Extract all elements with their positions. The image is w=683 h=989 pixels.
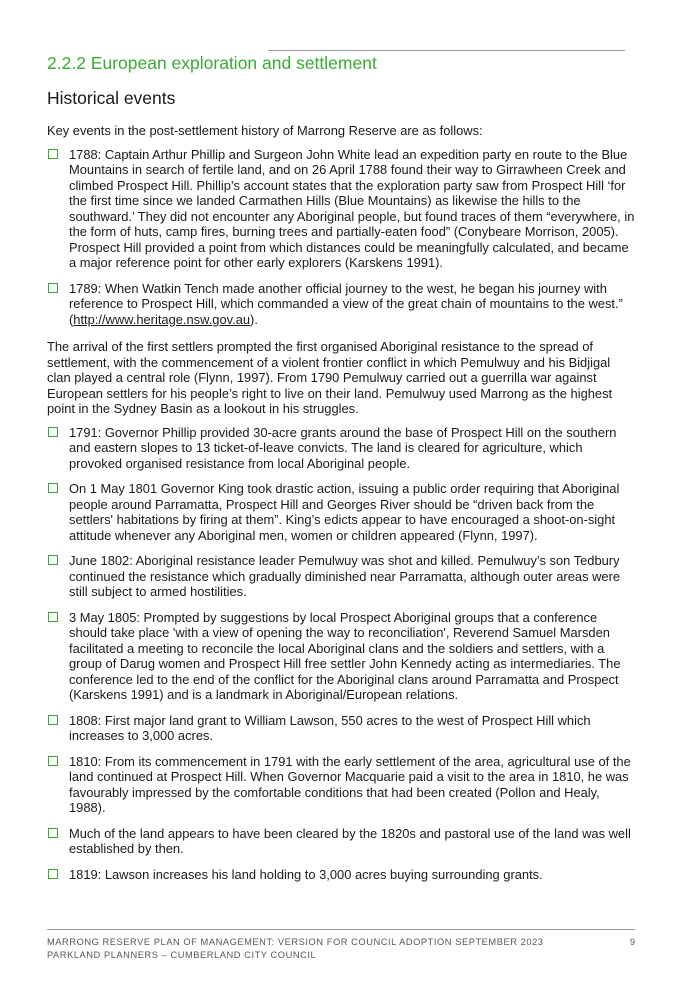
list-item-text: 1819: Lawson increases his land holding to 3,000 acres buying surrounding grants.: [69, 866, 543, 882]
heritage-link[interactable]: http://www.heritage.nsw.gov.au: [73, 311, 251, 327]
sub-heading: Historical events: [47, 88, 176, 108]
page-number: 9: [629, 937, 635, 947]
list-item: [47, 553, 635, 600]
list-item-suffix: ).: [250, 311, 258, 327]
page-footer: [47, 936, 635, 962]
footer-authors: PARKLAND PLANNERS – CUMBERLAND CITY COUNCIL: [47, 950, 317, 960]
square-bullet-icon: [48, 715, 58, 725]
list-item: [47, 867, 635, 883]
square-bullet-icon: [48, 149, 58, 159]
square-bullet-icon: [48, 427, 58, 437]
list-item: [47, 713, 635, 744]
square-bullet-icon: [48, 612, 58, 622]
list-item-text: 3 May 1805: Prompted by suggestions by local Prospect Aboriginal groups that a conference should take place 'with a view of opening the way to reconciliation', Reverend Samuel Marsden facilitated a meeting to reconcile the local Aboriginal clans and the soldiers and settlers, with a group of Darug women and Prospect Hill free settler John Kennedy acting as intermediaries. The conference led to the end of the conflict for the Aboriginal clans around Parramatta and Prospect (Karskens 1991) and is a landmark in Aboriginal/European relations.: [69, 609, 621, 702]
list-item: [47, 610, 635, 703]
list-item-text: 1788: Captain Arthur Phillip and Surgeon John White lead an expedition party en route to the Blue Mountains in search of fertile land, and on 26 April 1788 found their way to Girrawheen Creek and climbed Prospect Hill. Phillip’s account states that the exploration party saw from Prospect Hill ‘for the first time since we landed Carmathen Hills (Blue Mountains) as likewise the hills to the southward.’ They did not encounter any Aboriginal people, but found traces of them “everywhere, in the form of huts, camp fires, burning trees and partially-eaten food” (Conybeare Morrison, 2005). Prospect Hill provided a point from which distances could be meaningfully calculated, and became a major reference point for other early explorers (Karskens 1991).: [69, 146, 635, 270]
intro-paragraph: Key events in the post-settlement history of Marrong Reserve are as follows:: [47, 123, 483, 138]
square-bullet-icon: [48, 869, 58, 879]
square-bullet-icon: [48, 483, 58, 493]
square-bullet-icon: [48, 756, 58, 766]
bullet-list-2: [47, 425, 635, 883]
square-bullet-icon: [48, 283, 58, 293]
list-item: [47, 425, 635, 472]
square-bullet-icon: [48, 555, 58, 565]
list-item-text: On 1 May 1801 Governor King took drastic action, issuing a public order requiring that Aboriginal people around Parramatta, Prospect Hill and Georges River should be “driven back from the settlers' habitations by firing at them”. King’s edicts appear to have encouraged a shoot-on-sight attitude whenever any Aboriginal men, women or children appeared (Flynn, 1997).: [69, 481, 620, 543]
list-item-text: 1810: From its commencement in 1791 with the early settlement of the area, agricultural use of the land continued at Prospect Hill. When Governor Macquarie paid a visit to the area in 1810, he was favourably impressed by the comfortable conditions that had been created (Pollon and Healy, 1988).: [69, 753, 631, 815]
resistance-paragraph: The arrival of the first settlers prompted the first organised Aboriginal resistance to the spread of settlement, with the commencement of a violent frontier conflict in which Pemulwuy and his Bidjigal clan played a central role (Flynn, 1997). From 1790 Pemulwuy carried out a guerrilla war against European settlers for his people’s right to live on their land. Pemulwuy used Marrong as the highest point in the Sydney Basin as a lookout in his struggles.: [47, 339, 613, 416]
square-bullet-icon: [48, 828, 58, 838]
list-item: [47, 754, 635, 816]
list-item-text: 1791: Governor Phillip provided 30-acre grants around the base of Prospect Hill on the southern and eastern slopes to 13 ticket-of-leave convicts. The land is cleared for agriculture, which provoked organised resistance from local Aboriginal people.: [69, 424, 617, 471]
footer-rule: [47, 929, 635, 930]
header-rule: [268, 50, 625, 51]
list-item: [47, 826, 635, 857]
list-item: [47, 147, 635, 271]
bullet-list-1: [47, 147, 635, 328]
footer-document-title: MARRONG RESERVE PLAN OF MANAGEMENT: VERSION FOR COUNCIL ADOPTION SEPTEMBER 2023: [47, 937, 544, 947]
section-heading: 2.2.2 European exploration and settlement: [47, 53, 377, 73]
list-item: [47, 481, 635, 543]
list-item-text: Much of the land appears to have been cleared by the 1820s and pastoral use of the land was well established by then.: [69, 825, 631, 856]
list-item-text: 1789: When Watkin Tench made another official journey to the west, he began his journey with reference to Prospect Hill, which commanded a view of the great chain of mountains to the west.” (: [69, 280, 623, 327]
list-item-text: 1808: First major land grant to William Lawson, 550 acres to the west of Prospect Hill which increases to 3,000 acres.: [69, 712, 591, 743]
document-body: [47, 123, 635, 894]
list-item: [47, 281, 635, 328]
list-item-text: June 1802: Aboriginal resistance leader Pemulwuy was shot and killed. Pemulwuy’s son Tedbury continued the resistance which gradually diminished near Parramatta, although outer areas were still subject to armed hostilities.: [69, 553, 621, 599]
